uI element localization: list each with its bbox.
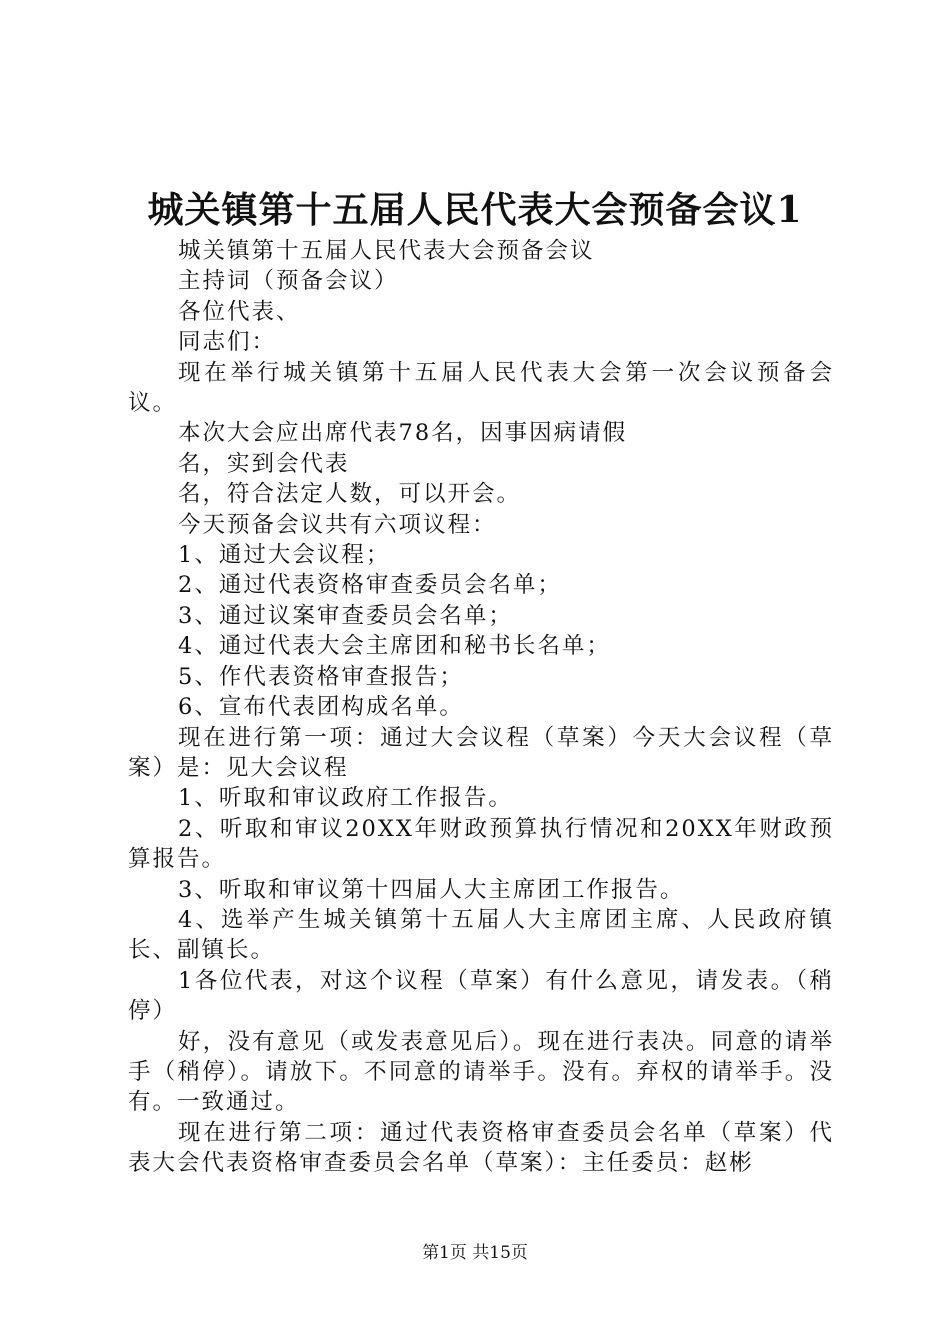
agenda-item: 1、通过大会议程； xyxy=(178,542,391,569)
agenda-item: 5、作代表资格审查报告； xyxy=(178,663,464,690)
paragraph: 1各位代表，对这个议程（草案）有什么意见，请发表。（稍停） xyxy=(128,967,834,1025)
paragraph: 今天预备会议共有六项议程： xyxy=(178,511,497,538)
page-footer: 第1页 共15页 xyxy=(422,1243,528,1263)
agenda-item: 3、听取和审议第十四届人大主席团工作报告。 xyxy=(178,876,685,903)
paragraph: 现在进行第一项：通过大会议程（草案）今天大会议程（草案）是：见大会议程 xyxy=(128,724,834,781)
document-title: 城关镇第十五届人民代表大会预备会议1 xyxy=(147,189,803,231)
paragraph: 名，符合法定人数，可以开会。 xyxy=(178,481,522,508)
agenda-item: 4、选举产生城关镇第十五届人大主席团主席、人民政府镇长、副镇长。 xyxy=(128,906,834,964)
agenda-item: 2、听取和审议20XX年财政预算执行情况和20XX年财政预算报告。 xyxy=(128,815,834,873)
paragraph: 各位代表、 xyxy=(178,298,301,325)
paragraph: 同志们： xyxy=(178,329,277,356)
paragraph: 主持词（预备会议） xyxy=(178,268,399,295)
paragraph: 城关镇第十五届人民代表大会预备会议 xyxy=(178,238,595,264)
agenda-item: 6、宣布代表团构成名单。 xyxy=(178,694,464,721)
paragraph: 本次大会应出席代表78名，因事因病请假 xyxy=(178,420,628,447)
agenda-item: 2、通过代表资格审查委员会名单； xyxy=(178,572,562,599)
paragraph: 好，没有意见（或发表意见后）。现在进行表决。同意的请举手（稍停）。请放下。不同意的请举手。没有。弃权的请举手。没有。一致通过。 xyxy=(128,1028,834,1116)
paragraph: 现在举行城关镇第十五届人民代表大会第一次会议预备会议。 xyxy=(128,359,834,417)
agenda-item: 4、通过代表大会主席团和秘书长名单； xyxy=(178,633,611,660)
paragraph: 名，实到会代表 xyxy=(178,450,350,477)
agenda-item: 1、听取和审议政府工作报告。 xyxy=(178,785,513,812)
agenda-item: 3、通过议案审查委员会名单； xyxy=(178,602,513,629)
document-body xyxy=(128,236,834,1179)
paragraph: 现在进行第二项：通过代表资格审查委员会名单（草案）代表大会代表资格审查委员会名单（草案）：主任委员：赵彬 xyxy=(128,1119,834,1177)
